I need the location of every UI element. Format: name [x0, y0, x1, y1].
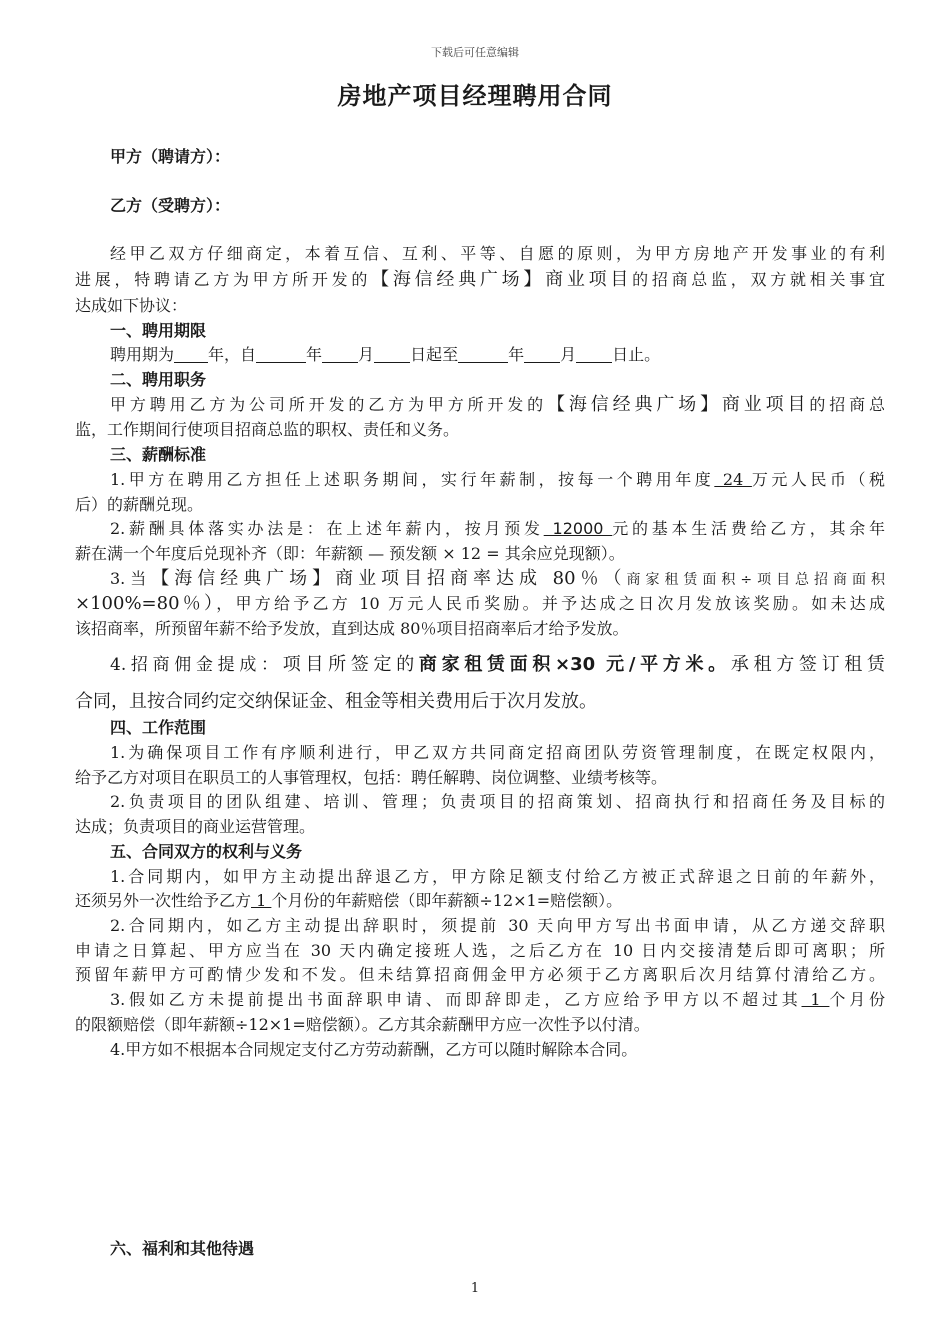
- blank-start-month: [322, 346, 358, 363]
- blank-years: [174, 346, 208, 363]
- scope-clause-1: 1.为确保项目工作有序顺利进行，甲乙双方共同商定招商团队劳资管理制度，在既定权限内，: [110, 743, 885, 762]
- section-6-heading: 六、福利和其他待遇: [110, 1239, 255, 1258]
- section-4-heading: 四、工作范围: [110, 718, 207, 737]
- position-line-1: 甲方聘用乙方为公司所开发的乙方为甲方所开发的【海信经典广场】商业项目的招商总: [110, 394, 885, 415]
- intro-line-3: 达成如下协议：: [75, 296, 188, 315]
- party-a-label: 甲方（聘请方）：: [110, 147, 231, 166]
- position-line-2: 监，工作期间行使项目招商总监的职权、责任和义务。: [75, 420, 460, 439]
- intro-line-2: 进展，特聘请乙方为甲方所开发的【海信经典广场】商业项目的招商总监，双方就相关事宜: [75, 269, 885, 290]
- rights-clause-2-cont2: 预留年薪甲方可酌情少发和不发。但未结算招商佣金甲方必须于乙方离职后次月结算付清给乙方。: [75, 965, 885, 984]
- monthly-advance-value: 12000: [543, 519, 613, 538]
- page-number: 1: [470, 1281, 480, 1296]
- rights-clause-2-cont: 申请之日算起、甲方应当在 30 天内确定接班人选，之后乙方在 10 日内交接清楚后即可离职；所: [75, 941, 885, 960]
- section-2-heading: 二、聘用职务: [110, 370, 207, 389]
- blank-end-day: [576, 346, 612, 363]
- salary-clause-2-cont: 薪在满一个年度后兑现补齐（即：年薪额 — 预发额 × 12 = 其余应兑现额）。: [75, 544, 625, 563]
- blank-start-year: [256, 346, 306, 363]
- commission-clause-cont: 合同，且按合同约定交纳保证金、租金等相关费用后于次月发放。: [75, 691, 597, 712]
- rights-clause-2: 2.合同期内，如乙方主动提出辞职时，须提前 30 天向甲方写出书面申请，从乙方递交辞职: [110, 916, 885, 935]
- commission-clause: 4.招商佣金提成：项目所签定的商家租赁面积×30 元/平方米。承租方签订租赁: [110, 654, 885, 675]
- salary-clause-3-cont: ×100%=80％），甲方给予乙方 10 万元人民币奖励。并予达成之日次月发放该奖励。如未达成: [75, 593, 885, 614]
- intro-line-1: 经甲乙双方仔细商定，本着互信、互利、平等、自愿的原则，为甲方房地产开发事业的有利: [110, 244, 885, 263]
- section-3-heading: 三、薪酬标准: [110, 445, 207, 464]
- section-5-heading: 五、合同双方的权利与义务: [110, 842, 303, 861]
- annual-salary-value: 24: [714, 470, 752, 489]
- section-1-heading: 一、聘用期限: [110, 321, 207, 340]
- header-note: 下载后可任意编辑: [431, 46, 519, 59]
- project-name: 【海信经典广场】商业项目: [371, 269, 633, 290]
- blank-start-day: [374, 346, 410, 363]
- document-title: 房地产项目经理聘用合同: [337, 82, 613, 110]
- salary-clause-3: 3.当【海信经典广场】商业项目招商率达成 80％（商家租赁面积÷项目总招商面积: [110, 568, 885, 589]
- salary-clause-1: 1.甲方在聘用乙方担任上述职务期间，实行年薪制，按每一个聘用年度 24 万元人民币（税: [110, 470, 885, 489]
- salary-clause-1-cont: 后）的薪酬兑现。: [75, 495, 204, 514]
- salary-clause-3-cont2: 该招商率，所预留年薪不给予发放，直到达成 80％项目招商率后才给予发放。: [75, 619, 629, 638]
- rights-clause-3-cont: 的限额赔偿（即年薪额÷12×1=赔偿额）。乙方其余薪酬甲方应一次性予以付清。: [75, 1015, 650, 1034]
- scope-clause-1-cont: 给予乙方对项目在职员工的人事管理权，包括：聘任解聘、岗位调整、业绩考核等。: [75, 768, 668, 787]
- blank-end-month: [524, 346, 560, 363]
- salary-clause-2: 2.薪酬具体落实办法是：在上述年薪内，按月预发 12000 元的基本生活费给乙方，其余年: [110, 519, 885, 538]
- blank-end-year: [458, 346, 508, 363]
- rights-clause-3: 3.假如乙方未提前提出书面辞职申请、而即辞即走，乙方应给予甲方以不超过其 1 个月份: [110, 990, 885, 1009]
- scope-clause-2: 2.负责项目的团队组建、培训、管理；负责项目的招商策划、招商执行和招商任务及目标的: [110, 792, 885, 811]
- rights-clause-4: 4.甲方如不根据本合同规定支付乙方劳动薪酬，乙方可以随时解除本合同。: [110, 1040, 638, 1059]
- commission-rate: 商家租赁面积×30 元/平方米。: [418, 654, 731, 675]
- party-b-label: 乙方（受聘方）：: [110, 196, 231, 215]
- rights-clause-1: 1.合同期内，如甲方主动提出辞退乙方，甲方除足额支付给乙方被正式辞退之日前的年薪外，: [110, 867, 885, 886]
- rights-clause-1-cont: 还须另外一次性给予乙方 1 个月份的年薪赔偿（即年薪额÷12×1=赔偿额）。: [75, 891, 623, 910]
- employment-period: 聘用期为 年，自 年 月 日起至 年 月 日止。: [110, 345, 661, 364]
- scope-clause-2-cont: 达成；负责项目的商业运营管理。: [75, 817, 316, 836]
